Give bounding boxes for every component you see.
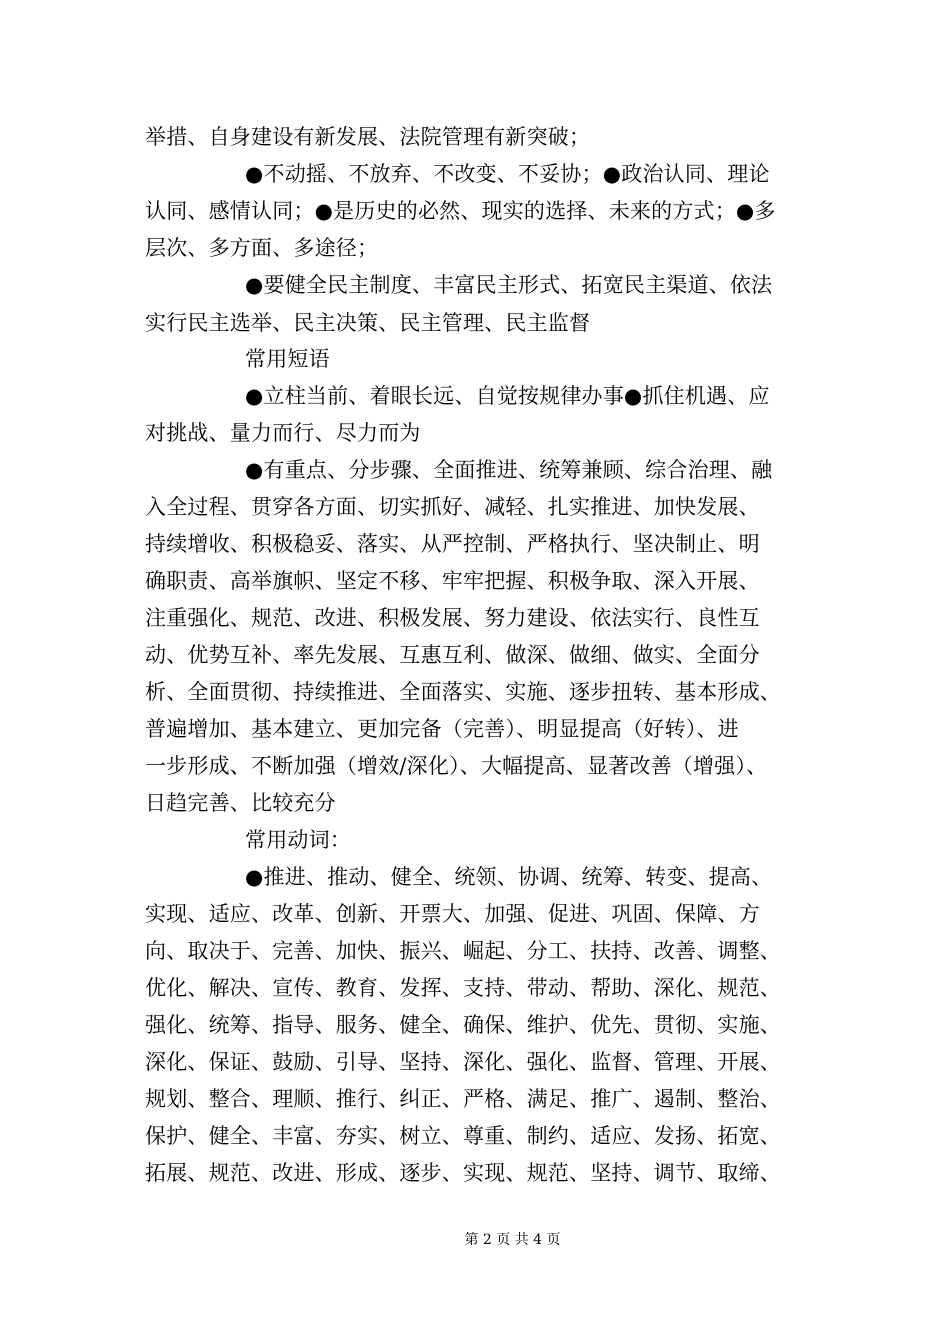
text-line: ●推进、推动、健全、统领、协调、统筹、转变、提高、 (245, 865, 773, 889)
text-line: 举措、自身建设有新发展、法院管理有新突破； (145, 125, 591, 149)
text-line: 认同、感情认同；●是历史的必然、现实的选择、未来的方式；●多 (145, 199, 776, 223)
text-line: 强化、统筹、指导、服务、健全、确保、维护、优先、贯彻、实施、 (145, 1013, 781, 1037)
text-line: 确职责、高举旗帜、坚定不移、牢牢把握、积极争取、深入开展、 (145, 569, 760, 593)
text-line: 析、全面贯彻、持续推进、全面落实、实施、逐步扭转、基本形成、 (145, 680, 781, 704)
text-line: 一步形成、不断加强（增效/深化）、大幅提高、显著改善（增强）、 (145, 754, 768, 778)
section-heading: 常用动词： (245, 828, 351, 852)
text-line: 规划、整合、理顺、推行、纠正、严格、满足、推广、遏制、整治、 (145, 1087, 781, 1111)
text-line: 实行民主选举、民主决策、民主管理、民主监督 (145, 311, 591, 335)
page-number: 第 2 页 共 4 页 (464, 1232, 561, 1248)
text-line: 入全过程、贯穿各方面、切实抓好、减轻、扎实推进、加快发展、 (145, 495, 760, 519)
text-line: 实现、适应、改革、创新、开票大、加强、促进、巩固、保障、方 (145, 902, 760, 926)
text-line: 层次、多方面、多途径； (145, 236, 379, 260)
text-line: 对挑战、量力而行、尽力而为 (145, 421, 421, 445)
text-line: ●要健全民主制度、丰富民主形式、拓宽民主渠道、依法 (245, 273, 773, 297)
text-line: 普遍增加、基本建立、更加完备（完善）、明显提高（好转）、进 (145, 717, 739, 741)
text-line: ●有重点、分步骤、全面推进、统筹兼顾、综合治理、融 (245, 458, 773, 482)
text-line: 深化、保证、鼓励、引导、坚持、深化、强化、监督、管理、开展、 (145, 1050, 781, 1074)
section-heading: 常用短语 (245, 347, 330, 371)
text-line: 注重强化、规范、改进、积极发展、努力建设、依法实行、良性互 (145, 606, 760, 630)
text-line: ●不动摇、不放弃、不改变、不妥协；●政治认同、理论 (245, 162, 770, 186)
text-line: 保护、健全、丰富、夯实、树立、尊重、制约、适应、发扬、拓宽、 (145, 1124, 781, 1148)
text-line: 日趋完善、比较充分 (145, 791, 336, 815)
text-line: 动、优势互补、率先发展、互惠互利、做深、做细、做实、全面分 (145, 643, 760, 667)
text-line: 向、取决于、完善、加快、振兴、崛起、分工、扶持、改善、调整、 (145, 939, 781, 963)
text-line: ●立柱当前、着眼长远、自觉按规律办事●抓住机遇、应 (245, 384, 770, 408)
text-line: 优化、解决、宣传、教育、发挥、支持、带动、帮助、深化、规范、 (145, 976, 781, 1000)
text-line: 持续增收、积极稳妥、落实、从严控制、严格执行、坚决制止、明 (145, 532, 760, 556)
text-line: 拓展、规范、改进、形成、逐步、实现、规范、坚持、调节、取缔、 (145, 1161, 781, 1185)
